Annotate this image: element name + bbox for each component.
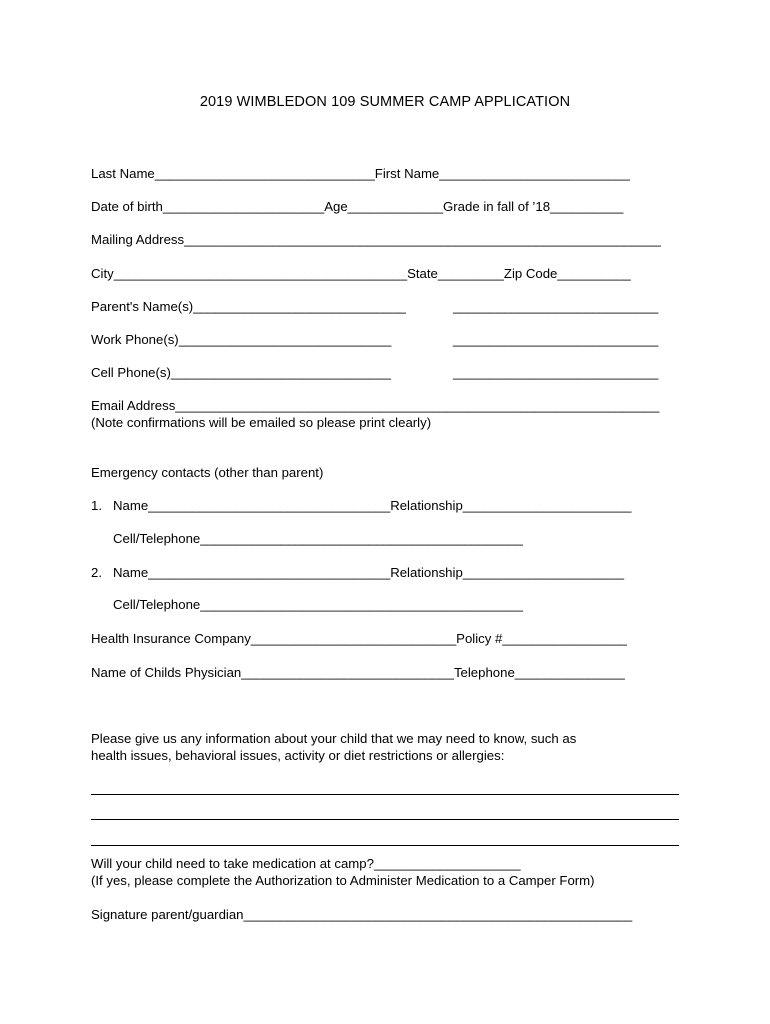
- health-insurance-row[interactable]: Health Insurance Company____________________________Policy #_________________: [91, 631, 628, 646]
- info-prompt-line-1: Please give us any information about your child that we may need to know, such as: [91, 731, 577, 746]
- emergency-contact-2-row[interactable]: 2. Name_________________________________Relationship______________________: [91, 565, 625, 580]
- cell-phone-field[interactable]: Cell Phone(s)______________________________: [91, 365, 391, 380]
- physician-row[interactable]: Name of Childs Physician_____________________________Telephone_______________: [91, 665, 625, 680]
- work-phone-second-line[interactable]: ____________________________: [453, 332, 659, 347]
- info-answer-line-3[interactable]: [91, 845, 679, 846]
- info-prompt-line-2: health issues, behavioral issues, activity or diet restrictions or allergies:: [91, 748, 505, 763]
- form-title: 2019 WIMBLEDON 109 SUMMER CAMP APPLICATION: [199, 94, 571, 110]
- name-row[interactable]: Last Name______________________________First Name__________________________: [91, 166, 630, 181]
- parent-name-second-line[interactable]: ____________________________: [453, 299, 659, 314]
- emergency-contact-2-phone[interactable]: Cell/Telephone____________________________________________: [113, 597, 523, 612]
- mailing-address-row[interactable]: Mailing Address_________________________________________________________________: [91, 232, 661, 247]
- emergency-heading: Emergency contacts (other than parent): [91, 465, 324, 480]
- medication-note: (If yes, please complete the Authorization to Administer Medication to a Camper Form): [91, 873, 595, 888]
- dob-age-grade-row[interactable]: Date of birth______________________Age_____________Grade in fall of ’18__________: [91, 199, 624, 214]
- email-address-field[interactable]: Email Address__________________________________________________________________: [91, 398, 660, 413]
- emergency-contact-1-row[interactable]: 1. Name_________________________________Relationship_______________________: [91, 498, 632, 513]
- email-note: (Note confirmations will be emailed so please print clearly): [91, 415, 432, 430]
- cell-phone-second-line[interactable]: ____________________________: [453, 365, 659, 380]
- work-phone-field[interactable]: Work Phone(s)_____________________________: [91, 332, 392, 347]
- emergency-contact-1-phone[interactable]: Cell/Telephone____________________________________________: [113, 531, 523, 546]
- signature-field[interactable]: Signature parent/guardian_____________________________________________________: [91, 907, 633, 922]
- parent-name-field[interactable]: Parent's Name(s)_____________________________: [91, 299, 406, 314]
- city-state-zip-row[interactable]: City________________________________________State_________Zip Code__________: [91, 266, 631, 281]
- info-answer-line-1[interactable]: [91, 794, 679, 795]
- info-answer-line-2[interactable]: [91, 819, 679, 820]
- medication-question[interactable]: Will your child need to take medication at camp?____________________: [91, 856, 521, 871]
